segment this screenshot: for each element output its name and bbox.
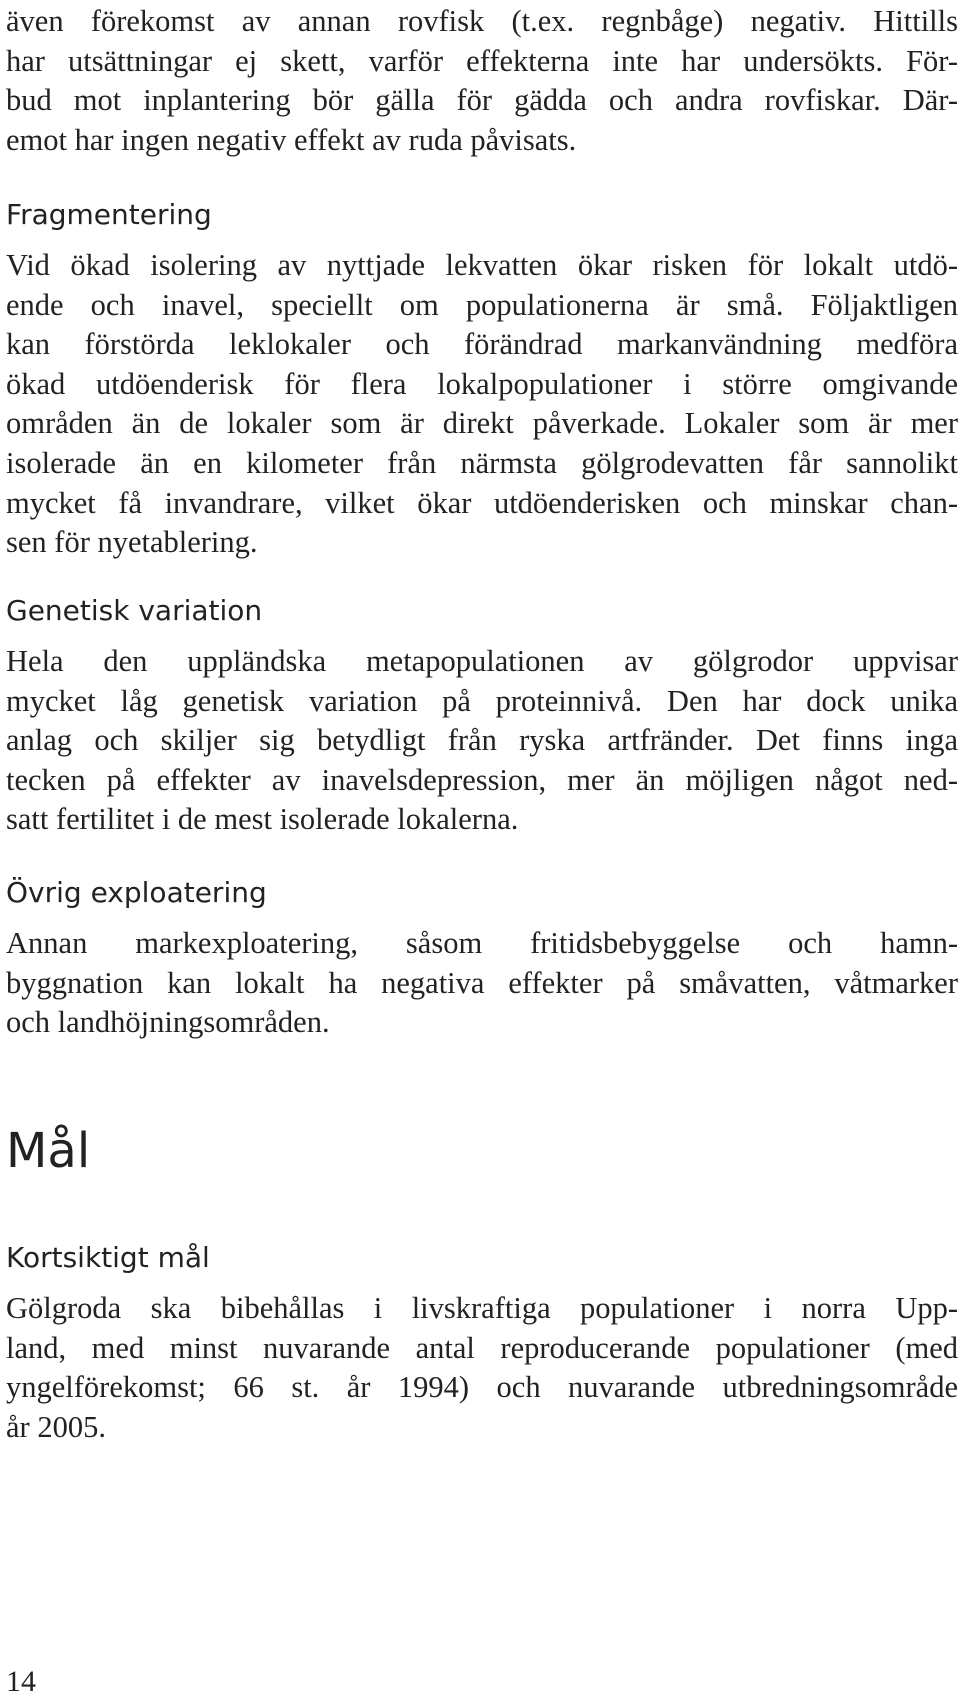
chapter-heading-mal: Mål: [6, 1123, 91, 1179]
text-line: även förekomst av annan rovfisk (t.ex. regnbåge) negativ. Hittills: [6, 4, 958, 38]
text-line: Hela den uppländska metapopulationen av gölgrodor uppvisar: [6, 644, 958, 678]
text-line: sen för nyetablering.: [6, 525, 258, 560]
ovrig-paragraph: [6, 924, 958, 1043]
text-line: bud mot inplantering bör gälla för gädda och andra rovfiskar. Där-: [6, 83, 958, 118]
genetisk-paragraph: [6, 642, 958, 840]
text-line: anlag och skiljer sig betydligt från ryska artfränder. Det finns inga: [6, 723, 958, 758]
text-line: ende och inavel, speciellt om populationerna är små. Följaktligen: [6, 287, 958, 322]
fragmentering-paragraph: [6, 246, 958, 563]
section-heading-ovrig-exploatering: Övrig exploatering: [6, 876, 267, 909]
text-line: ökad utdöenderisk för flera lokalpopulationer i större omgivande: [6, 366, 958, 401]
text-line: Vid ökad isolering av nyttjade lekvatten ökar risken för lokalt utdö-: [6, 248, 958, 282]
kortsiktigt-paragraph: [6, 1289, 958, 1447]
text-line: land, med minst nuvarande antal reproducerande populationer (med: [6, 1330, 958, 1365]
page-number: 14: [6, 1665, 36, 1698]
text-line: yngelförekomst; 66 st. år 1994) och nuvarande utbredningsområde: [6, 1370, 958, 1405]
text-line: Annan markexploatering, såsom fritidsbebyggelse och hamn-: [6, 926, 958, 960]
text-line: kan förstörda leklokaler och förändrad markanvändning medföra: [6, 327, 958, 362]
text-line: år 2005.: [6, 1409, 106, 1444]
section-heading-genetisk-variation: Genetisk variation: [6, 594, 263, 627]
text-line: har utsättningar ej skett, varför effekterna inte har undersökts. För-: [6, 43, 958, 78]
text-line: mycket få invandrare, vilket ökar utdöenderisken och minskar chan-: [6, 485, 958, 520]
text-line: mycket låg genetisk variation på proteinnivå. Den har dock unika: [6, 683, 958, 718]
text-line: byggnation kan lokalt ha negativa effekter på småvatten, våtmarker: [6, 965, 958, 1000]
text-line: tecken på effekter av inavelsdepression, mer än möjligen något ned-: [6, 762, 958, 797]
text-line: isolerade än en kilometer från närmsta gölgrodevatten får sannolikt: [6, 445, 958, 480]
text-line: emot har ingen negativ effekt av ruda påvisats.: [6, 122, 577, 157]
section-heading-kortsiktigt-mal: Kortsiktigt mål: [6, 1241, 210, 1274]
text-line: och landhöjningsområden.: [6, 1005, 330, 1040]
intro-paragraph: [6, 2, 958, 160]
section-heading-fragmentering: Fragmentering: [6, 198, 212, 231]
text-line: Gölgroda ska bibehållas i livskraftiga populationer i norra Upp-: [6, 1291, 958, 1325]
text-line: satt fertilitet i de mest isolerade lokalerna.: [6, 802, 519, 837]
text-line: områden än de lokaler som är direkt påverkade. Lokaler som är mer: [6, 406, 958, 441]
